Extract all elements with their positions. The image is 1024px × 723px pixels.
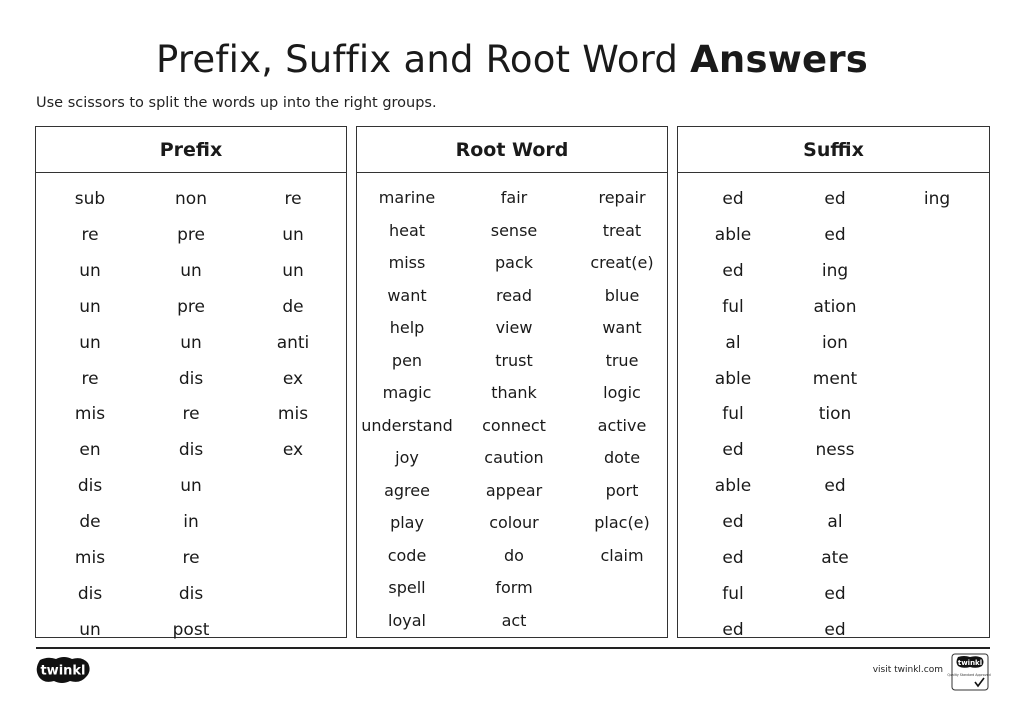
root-word: heat (388, 220, 426, 240)
root-word: thank (491, 383, 537, 402)
prefix-panel-title: Prefix (36, 127, 346, 173)
root-word: spell (388, 578, 426, 597)
prefix-word: un (79, 260, 101, 281)
root-word: colour (489, 513, 539, 532)
root-word: understand (361, 415, 453, 435)
root-word: loyal (388, 610, 426, 630)
prefix-word: sub (74, 189, 106, 209)
prefix-word: un (79, 332, 101, 353)
prefix-word: un (282, 224, 304, 245)
root-word: true (605, 350, 639, 370)
suffix-word: ful (722, 404, 744, 425)
root-word: plac(e) (594, 513, 650, 532)
root-word: miss (388, 253, 426, 272)
root-word-panel-title: Root Word (357, 127, 667, 173)
twinkl-logo-icon (34, 655, 92, 685)
prefix-word: un (180, 260, 202, 281)
svg-text:twinkl: twinkl (957, 659, 983, 667)
suffix-word: ed (722, 189, 744, 209)
prefix-word: pre (177, 296, 205, 317)
suffix-word: ed (722, 440, 744, 461)
prefix-word: en (79, 440, 101, 461)
prefix-word: un (180, 476, 202, 497)
instruction-text: Use scissors to split the words up into the right groups. (36, 95, 437, 111)
prefix-word: post (172, 619, 210, 640)
root-word: repair (598, 188, 646, 207)
root-word: creat(e) (590, 253, 654, 272)
suffix-word: ed (824, 224, 846, 245)
suffix-word: ation (813, 296, 857, 317)
root-word: blue (604, 285, 640, 305)
root-word-panel (356, 126, 668, 638)
prefix-word: in (183, 512, 199, 533)
root-word: want (387, 285, 427, 305)
root-word: dote (603, 448, 641, 467)
prefix-word: un (180, 332, 202, 353)
root-word: claim (600, 545, 644, 565)
root-word: view (495, 318, 533, 337)
prefix-word: re (182, 404, 200, 425)
prefix-word: pre (177, 224, 205, 245)
footer-divider (36, 647, 990, 649)
prefix-word: dis (77, 583, 103, 604)
root-word: sense (490, 220, 538, 240)
suffix-word: ness (815, 440, 855, 461)
suffix-word: ed (824, 619, 846, 640)
prefix-word: re (81, 224, 99, 245)
suffix-word: able (714, 368, 752, 389)
suffix-word: ing (923, 189, 951, 209)
root-word: read (495, 285, 533, 305)
root-word: fair (500, 188, 528, 207)
prefix-word: dis (178, 583, 204, 604)
page-title: Prefix, Suffix and Root Word Answers (155, 38, 869, 81)
root-word: agree (384, 480, 430, 500)
prefix-word: re (182, 548, 200, 568)
suffix-word: ed (824, 189, 846, 209)
prefix-word: dis (178, 440, 204, 461)
root-word: act (501, 610, 527, 630)
root-word: pack (494, 253, 534, 272)
prefix-word: re (284, 189, 302, 209)
prefix-word: ex (282, 440, 304, 461)
root-word: pen (391, 350, 423, 370)
root-word: want (602, 318, 642, 337)
prefix-word: mis (74, 404, 106, 425)
suffix-word: ed (722, 512, 744, 533)
suffix-word: ful (722, 296, 744, 317)
svg-text:Quality Standard Approved: Quality Standard Approved (947, 673, 991, 677)
twinkl-logo (34, 655, 92, 685)
prefix-panel (35, 126, 347, 638)
root-word: do (504, 545, 524, 565)
prefix-word: dis (178, 368, 204, 389)
suffix-word: ment (812, 368, 858, 389)
suffix-panel-title: Suffix (678, 127, 989, 173)
svg-text:twinkl: twinkl (40, 663, 86, 679)
suffix-word: al (725, 332, 741, 353)
prefix-word: un (282, 260, 304, 281)
suffix-word: tion (818, 404, 852, 425)
visit-link[interactable]: visit twinkl.com (872, 665, 943, 675)
prefix-word: dis (77, 476, 103, 497)
root-word: trust (495, 350, 533, 370)
suffix-word: ed (824, 476, 846, 497)
suffix-word: ing (821, 260, 849, 281)
root-word: form (495, 578, 533, 597)
suffix-word: al (827, 512, 843, 533)
root-word: port (605, 480, 639, 500)
suffix-word: ed (824, 583, 846, 604)
prefix-word: un (79, 619, 101, 640)
root-word: magic (382, 383, 432, 402)
prefix-word: non (175, 189, 207, 209)
suffix-word: able (714, 476, 752, 497)
root-word: treat (602, 220, 642, 240)
prefix-word: de (79, 512, 101, 533)
root-word: help (389, 318, 425, 337)
root-word: joy (395, 448, 419, 467)
suffix-word: ed (722, 548, 744, 568)
prefix-word: de (282, 296, 304, 317)
prefix-word: ex (282, 368, 304, 389)
prefix-word: mis (277, 404, 309, 425)
quality-badge-icon (947, 653, 991, 691)
prefix-word: re (81, 368, 99, 389)
suffix-word: ful (722, 583, 744, 604)
prefix-word: anti (276, 332, 310, 353)
prefix-word: mis (74, 548, 106, 568)
root-word: marine (378, 188, 436, 207)
root-word: code (387, 545, 427, 565)
suffix-word: ed (722, 260, 744, 281)
prefix-word: un (79, 296, 101, 317)
root-word: caution (484, 448, 544, 467)
suffix-panel (677, 126, 990, 638)
root-word: active (597, 415, 647, 435)
quality-badge (947, 653, 991, 691)
suffix-word: ate (821, 548, 849, 568)
suffix-word: ion (822, 332, 848, 353)
suffix-word: ed (722, 619, 744, 640)
root-word: logic (603, 383, 641, 402)
root-word: play (390, 513, 424, 532)
root-word: appear (485, 480, 543, 500)
suffix-word: able (714, 224, 752, 245)
root-word: connect (482, 415, 546, 435)
